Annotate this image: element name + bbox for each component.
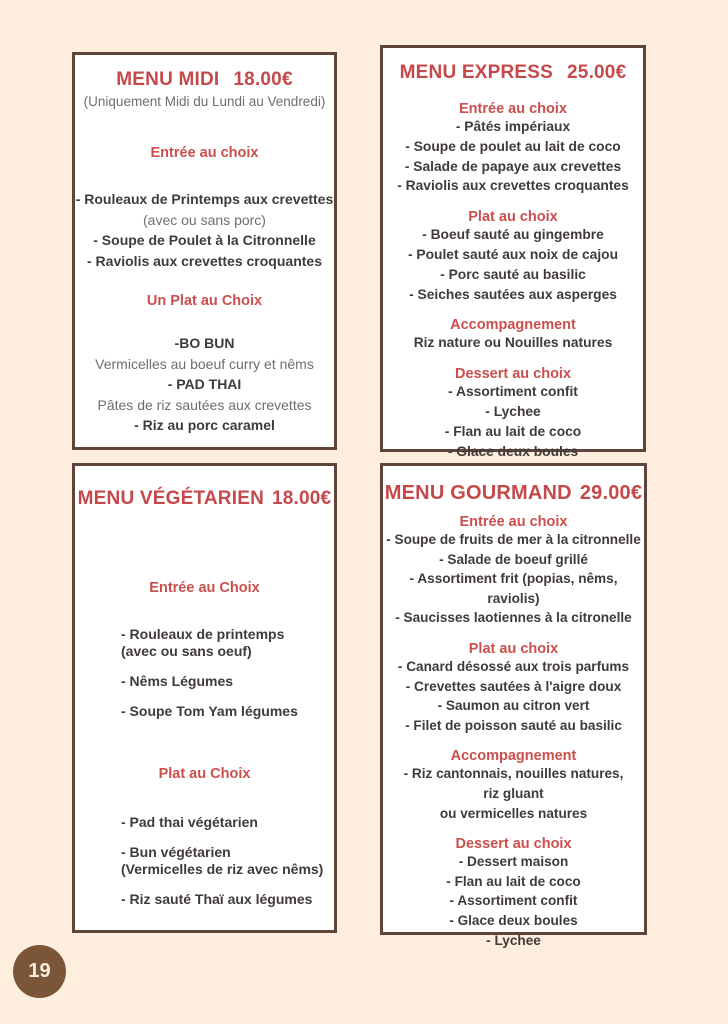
menu-title-text: MENU EXPRESS [399,62,554,83]
menu-item: - Nêms Légumes [121,673,234,689]
menu-title [383,482,644,505]
menu-item: - Filet de poisson sauté au basilic [405,717,622,733]
menu-item: - Lychee [486,932,541,948]
menu-item: - Raviolis aux crevettes croquantes [397,178,629,194]
menu-item: - Porc sauté au basilic [440,266,586,282]
section-items [383,117,643,196]
menu-price: 29.00€ [579,482,643,504]
menu-item: - Raviolis aux crevettes croquantes [87,252,322,269]
menu-item: - Pad thai végétarien [121,814,258,830]
menu-midi-box [72,52,337,450]
menu-price: 18.00€ [272,488,332,509]
section-items [75,333,334,436]
menu-item: ou vermicelles natures [439,805,588,821]
menu-item: - Glace deux boules [449,912,578,928]
section-heading: Dessert au choix [455,836,572,853]
menu-item: riz gluant [483,785,544,801]
menu-item: - Salade de papaye aux crevettes [404,158,622,174]
section-items [383,225,643,304]
menu-item: - Riz sauté Thaï aux légumes [121,891,313,907]
page-number-badge [13,945,66,998]
menu-item: - Crevettes sautées à l'aigre doux [405,678,622,694]
menu-title [383,62,643,84]
menu-item: - Assortiment frit (popias, nêms, raviolis) [409,571,618,606]
menu-item: - Saumon au citron vert [437,698,590,714]
menu-item: - Rouleaux de printemps [121,626,285,642]
menu-item: - Flan au lait de coco [446,873,581,889]
section-items [383,657,644,735]
section-items [75,626,334,720]
section-heading: Un Plat au Choix [146,293,263,309]
menu-item: - Soupe Tom Yam légumes [121,703,298,719]
section-heading: Entrée au choix [150,145,259,161]
menu-item: - Poulet sauté aux noix de cajou [407,246,619,262]
menu-item: - Rouleaux de Printemps aux crevettes [75,191,334,207]
menu-item: Riz nature ou Nouilles natures [413,335,613,351]
section-heading: Dessert au choix [454,366,572,383]
section-items [383,852,644,950]
section-heading: Entrée au choix [459,101,567,117]
menu-item: - Soupe de poulet au lait de coco [405,138,621,154]
section-heading: Accompagnement [450,317,576,334]
menu-item: (avec ou sans oeuf) [121,643,252,659]
section-items [75,814,334,908]
menu-price: 18.00€ [233,69,293,90]
menu-item: - Bun végétarien [121,844,231,860]
menu-price: 25.00€ [567,62,627,83]
section-heading: Entrée au choix [459,514,568,530]
menu-title-text: MENU MIDI [116,69,220,90]
menu-item: - Pâtés impériaux [455,119,571,134]
menu-item: (avec ou sans porc) [143,211,266,228]
menu-item: (Vermicelles de riz avec nêms) [121,861,324,877]
menu-item: - Lychee [485,403,541,419]
menu-item: -BO BUN [174,335,235,351]
section-items [383,333,643,353]
menu-item: - Riz cantonnais, nouilles natures, [403,766,624,782]
menu-item: Vermicelles au boeuf curry et nêms [95,355,314,372]
section-heading: Entrée au Choix [149,580,260,596]
menu-item: - Boeuf sauté au gingembre [422,227,604,243]
menu-item: - Soupe de fruits de mer à la citronnelle [386,532,641,547]
menu-item: - Soupe de Poulet à la Citronnelle [93,232,316,248]
section-items [75,189,334,271]
menu-item: - Seiches sautées aux asperges [409,286,617,302]
section-heading: Plat au choix [468,209,558,226]
menu-item: - Salade de boeuf grillé [439,551,588,567]
menu-express-box [380,45,646,459]
page-number: 19 [28,960,51,982]
menu-item: - Dessert maison [458,854,569,870]
section-items [383,764,644,823]
section-heading: Plat au choix [468,640,559,657]
menu-title-text: MENU GOURMAND [384,482,572,504]
section-heading: Accompagnement [450,748,577,765]
menu-item: - Flan au lait de coco [444,423,582,439]
menu-item: Pâtes de riz sautées aux crevettes [97,396,312,413]
menu-item: - PAD THAI [167,376,242,392]
section-heading: Plat au Choix [158,766,251,782]
menu-gourmand-box [380,463,647,948]
section-items [383,382,643,461]
menu-item: - Canard désossé aux trois parfums [397,658,630,674]
section-items [383,530,644,628]
menu-title [75,69,334,91]
menu-item: - Riz au porc caramel [134,417,275,433]
menu-item: - Glace deux boules [447,443,579,459]
menu-title [75,488,334,510]
menu-item: - Assortiment confit [448,384,578,400]
menu-subtitle: (Uniquement Midi du Lundi au Vendredi) [83,94,326,109]
menu-item: - Assortiment confit [449,893,578,909]
menu-item: - Saucisses laotiennes à la citronelle [395,610,632,626]
menu-vegetarien-box [72,463,337,933]
menu-title-text: MENU VÉGÉTARIEN [77,488,264,509]
